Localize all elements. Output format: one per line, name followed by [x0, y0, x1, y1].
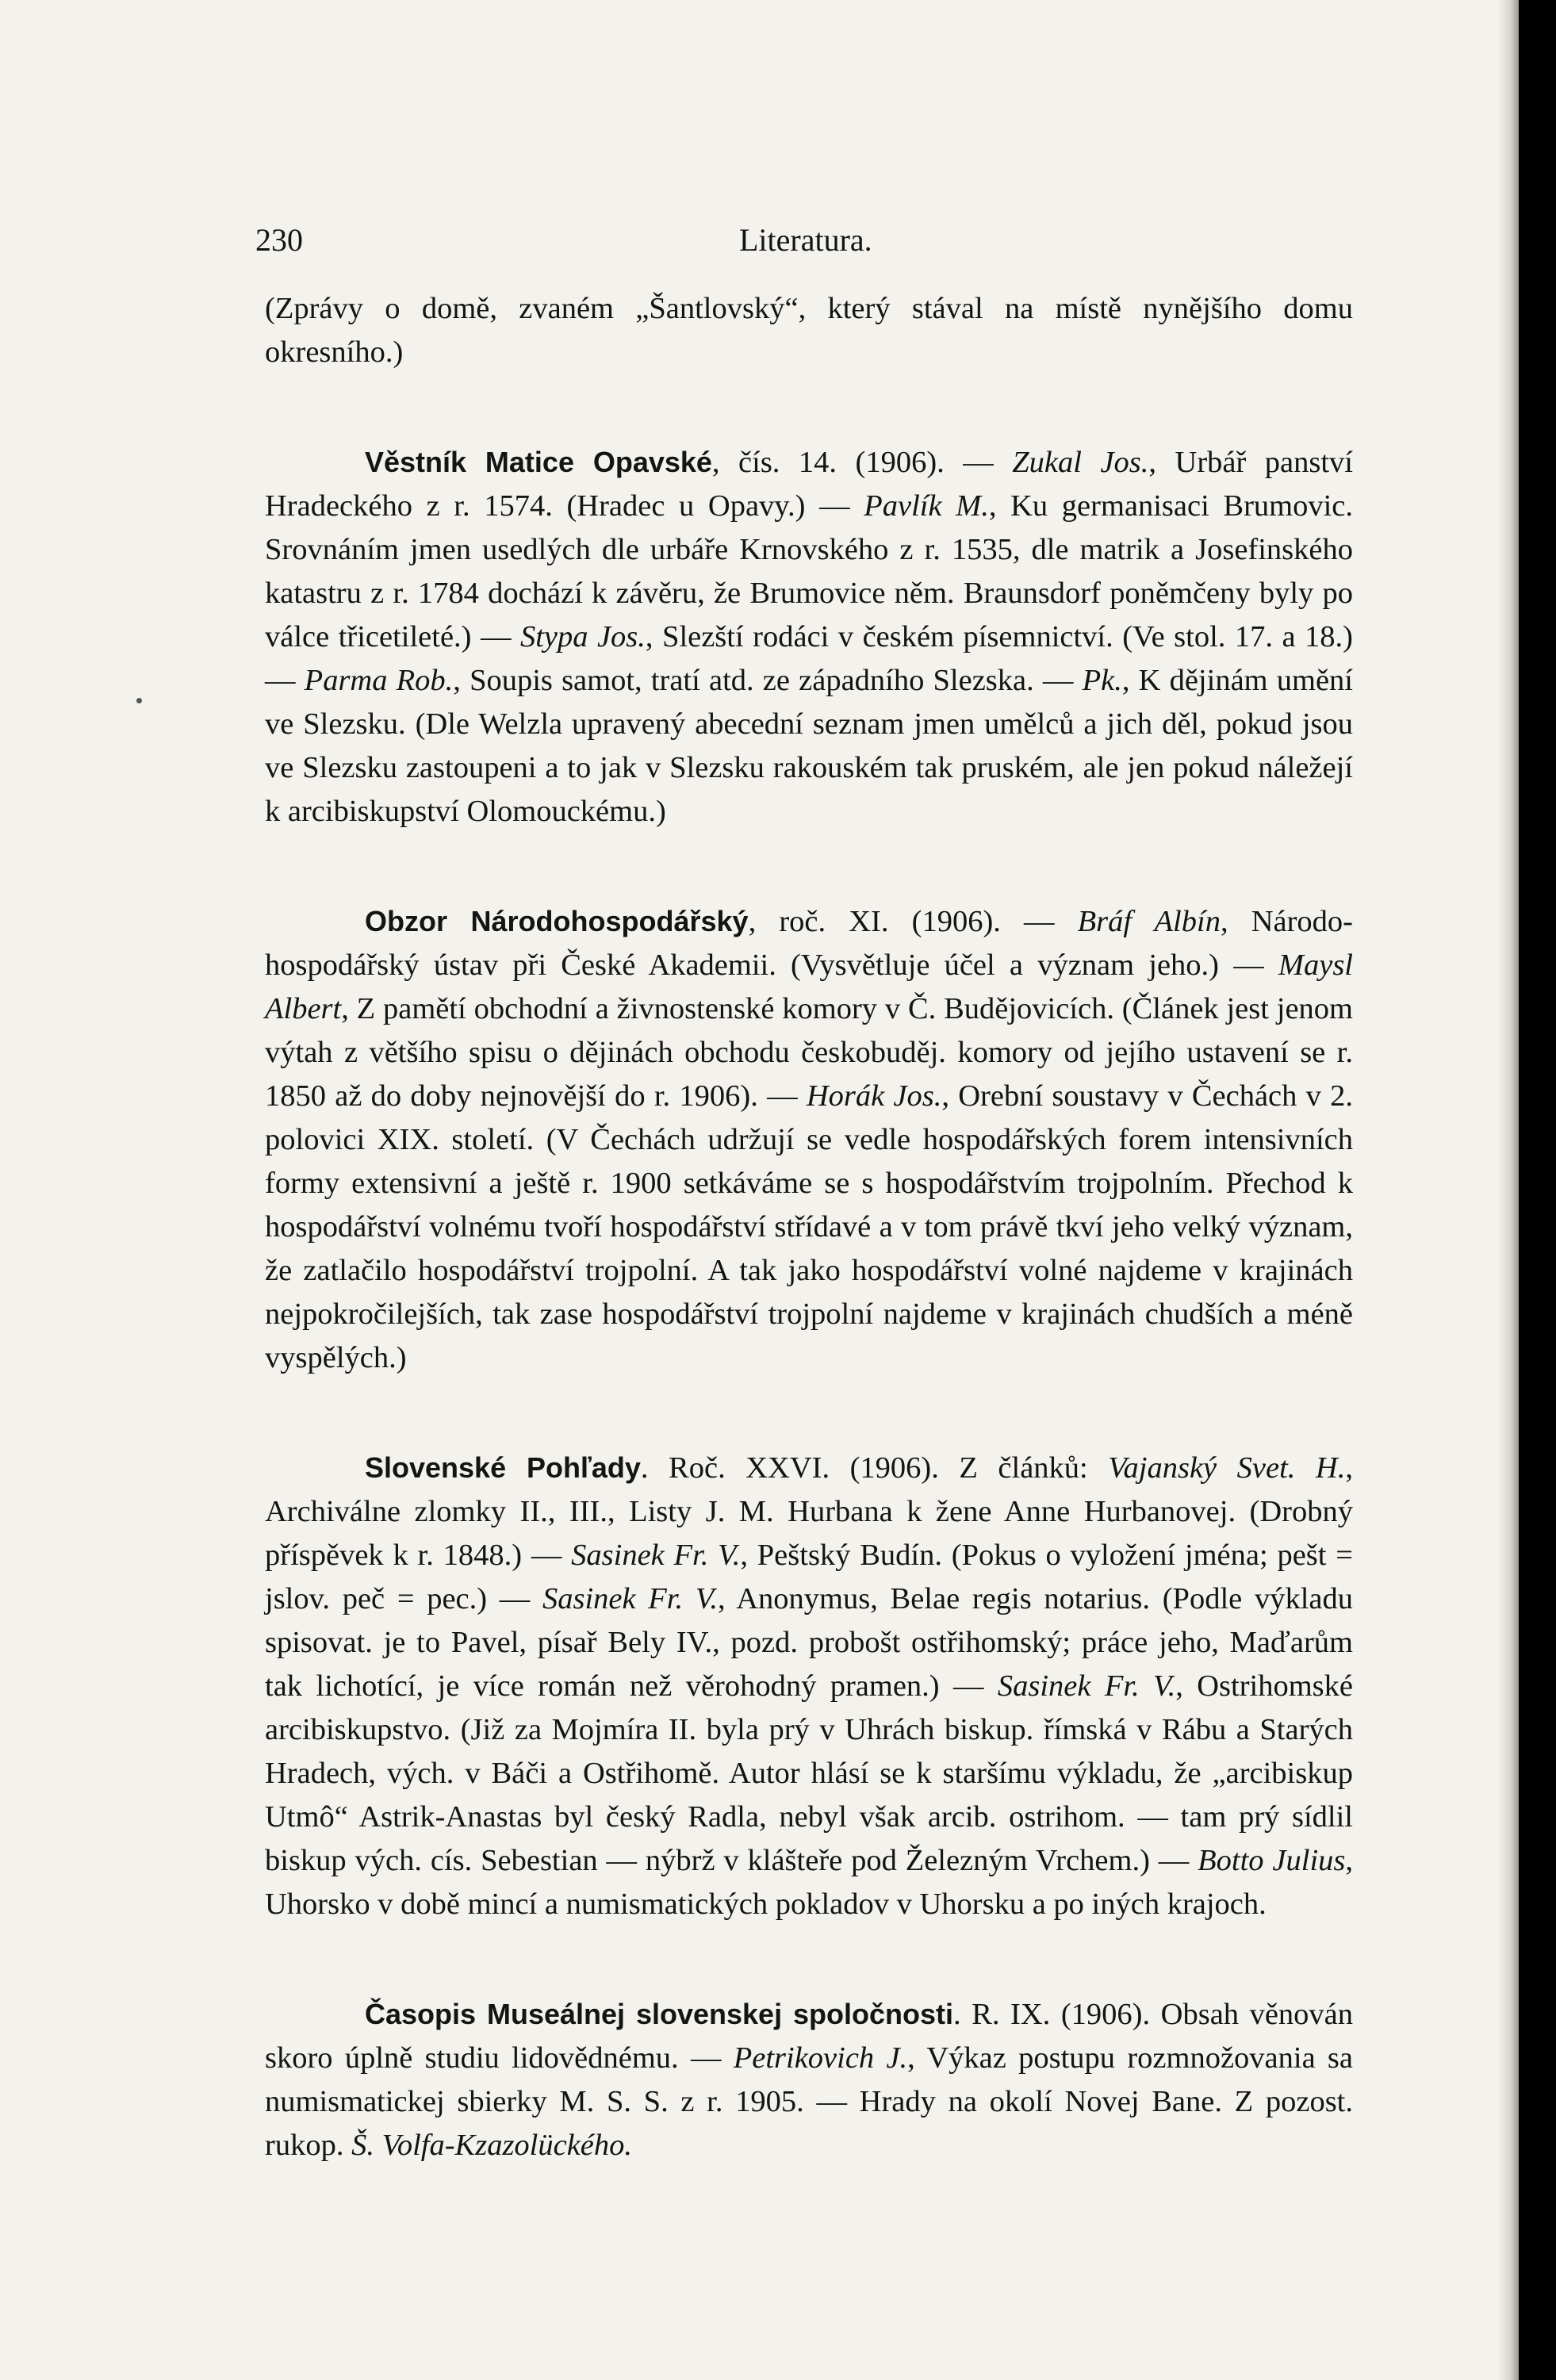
entry-text: , roč. XI. (1906). — — [748, 905, 1078, 938]
body-text — [265, 287, 1353, 2167]
bibliography-entry — [265, 440, 1353, 834]
author-name: Š. Volfa-Kzazolückého. — [351, 2129, 633, 2162]
author-name: Pavlík M. — [864, 489, 989, 523]
bibliography-entry — [265, 1446, 1353, 1926]
margin-speck — [136, 698, 142, 703]
author-name: Sasinek Fr. V. — [997, 1669, 1176, 1703]
entry-text: , čís. 14. (1906). — — [711, 446, 1013, 479]
page-number: 230 — [255, 222, 303, 258]
bibliography-entry — [265, 1992, 1353, 2167]
author-name: Horák Jos. — [806, 1079, 942, 1113]
entry-text: , Soupis samot, tratí atd. ze západního Slezska. — — [453, 664, 1083, 697]
author-name: Pk. — [1082, 664, 1122, 697]
author-name: Sasinek Fr. V. — [571, 1539, 741, 1572]
author-name: Botto Julius — [1198, 1844, 1346, 1877]
page-header — [0, 210, 1519, 266]
bibliography-entry — [265, 287, 1353, 374]
journal-title: Časopis Museálnej slovenskej spoločnosti — [365, 1998, 954, 2030]
entry-text: , Anonymus, Belae regis notarius. (Podle výkladu spisovat. je to Pavel, písař Bely IV., pozd. probošt ostřihomský; práce jeho, Maďarům tak lichotící, je více román než věrohodný pramen.) — — [265, 1582, 1353, 1703]
author-name: Sasinek Fr. V. — [542, 1582, 719, 1615]
journal-title: Obzor Národohospodářský — [365, 905, 749, 937]
author-name: Petrikovich J. — [733, 2041, 908, 2075]
running-head: Literatura. — [739, 222, 872, 258]
author-name: Bráf Albín — [1077, 905, 1221, 938]
entry-text: , Urbář panství Hradeckého z r. 1574. (Hradec u Opavy.) — — [265, 446, 1353, 523]
entry-text: . Roč. XXVI. (1906). Z článků: — [640, 1451, 1109, 1485]
author-name: Stypa Jos. — [519, 620, 646, 653]
entry-text: , Archiválne zlomky II., III., Listy J. M. Hurbana k žene Anne Hurbanovej. (Drobný příspěvek k r. 1848.) — — [265, 1451, 1353, 1572]
bibliography-entry — [265, 899, 1353, 1380]
author-name: Parma Rob. — [304, 664, 454, 697]
entry-text: , Z pamětí obchodní a živnostenské komory v Č. Budějovicích. (Článek jest jenom výtah z většího spisu o dějinách obchodu českobuděj. komory od jejího ustavení se r. 1850 až do doby nejnovější do r. 1906). — — [265, 992, 1353, 1113]
entry-text: . R. IX. (1906). Obsah věnován skoro úplně studiu lidovědnému. — — [265, 1998, 1354, 2075]
entry-text: , Peštský Budín. (Pokus o vyložení jména; pešt = jslov. peč = pec.) — — [265, 1539, 1353, 1615]
entry-text: , Slezští rodáci v českém písemnictví. (Ve stol. 17. a 18.) — — [265, 620, 1354, 697]
entry-text: (Zprávy o domě, zvaném „Šantlovský“, který stával na místě nynějšího domu okresního.) — [265, 292, 1353, 369]
entry-text: , Uhorsko v době mincí a numismatických pokladov v Uhorsku a po iných krajoch. — [265, 1844, 1353, 1921]
author-name: Maysl Albert — [265, 949, 1353, 1025]
journal-title: Slovenské Pohľady — [365, 1451, 641, 1484]
author-name: Zukal Jos. — [1012, 446, 1149, 479]
entry-text: , Národohospodářský ústav při České Akademii. (Vysvětluje účel a význam jeho.) — — [265, 905, 1353, 982]
entry-text: , Výkaz postupu rozmnožovania sa numismatickej sbierky M. S. S. z r. 1905. — Hrady na okolí Novej Bane. Z pozost. rukop. — [265, 2041, 1353, 2162]
page-edge — [1497, 0, 1519, 2380]
journal-title: Věstník Matice Opavské — [365, 446, 712, 478]
entry-text: , Ku germanisaci Brumovic. Srovnáním jmen usedlých dle urbáře Krnovského z r. 1535, dle matrik a Josefinského katastru z r. 1784 dochází k závěru, že Brumovice něm. Braunsdorf poněmčeny byly po válce třicetileté.) — — [265, 489, 1353, 653]
entry-text: , Orební soustavy v Čechách v 2. polovici XIX. století. (V Čechách udržují se vedle hospodářských forem intensivních formy extensivní a ještě r. 1900 setkáváme se s hospodářstvím trojpolním. Přechod k hospodářství volnému tvoří hospodářství střídavé a v tom právě tkví jeho velký význam, že zatlačilo hospodářství trojpolní. A tak jako hospodářství volné najdeme v krajinách nejpokročilejších, tak zase hospodářství trojpolní najdeme v krajinách chudších a méně vyspělých.) — [265, 1079, 1353, 1374]
entry-text: , Ostrihomské arcibiskupstvo. (Již za Mojmíra II. byla prý v Uhrách biskup. římská v Rábu a Starých Hradech, vých. v Báči a Ostřihomě. Autor hlásí se k staršímu výkladu, že „arcibiskup Utmô“ Astrik-Anastas byl český Radla, nebyl však arcib. ostrihom. — tam prý sídlil biskup vých. cís. Sebestian — nýbrž v klášteře pod Železným Vrchem.) — — [265, 1669, 1353, 1877]
author-name: Vajanský Svet. H. — [1108, 1451, 1346, 1485]
entry-text: , K dějinám umění ve Slezsku. (Dle Welzla upravený abecední seznam jmen umělců a jich děl, pokud jsou ve Slezsku zastoupeni a to jak v Slezsku rakouském tak pruském, ale jen pokud náležejí k arcibiskupství Olomouckému.) — [265, 664, 1353, 828]
